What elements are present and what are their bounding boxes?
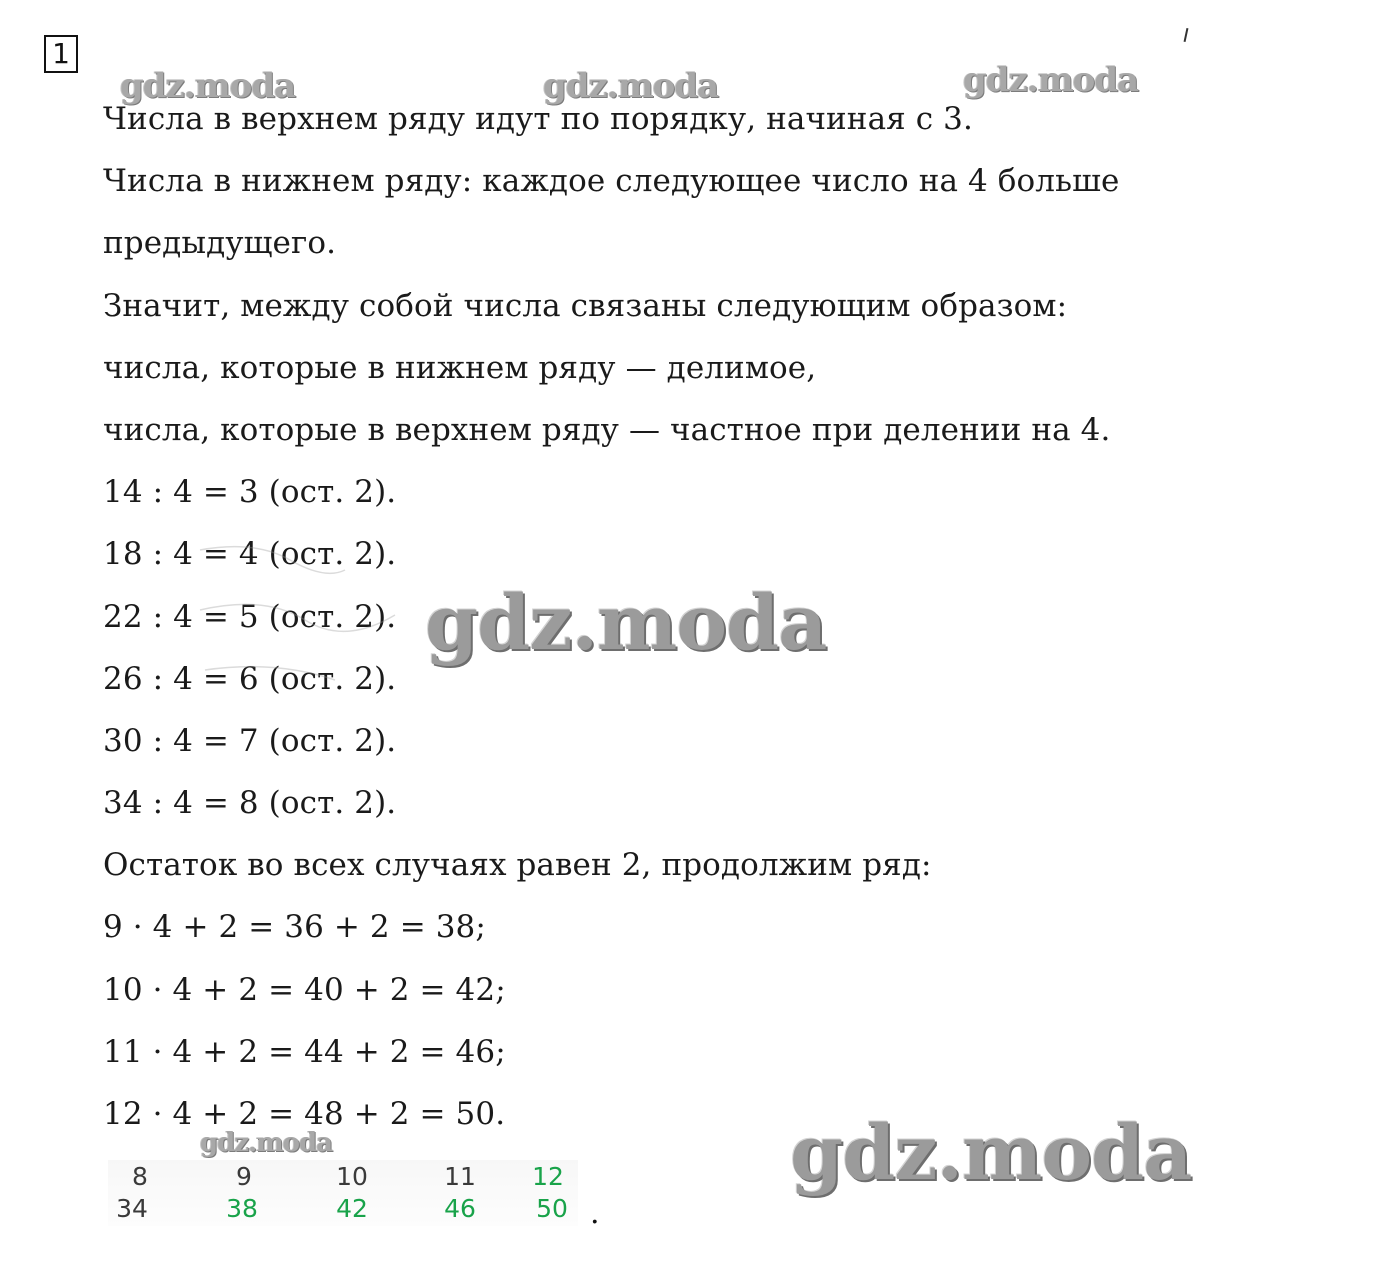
equation-line: 10 · 4 + 2 = 40 + 2 = 42;	[103, 971, 506, 1008]
watermark: gdz.moda	[425, 578, 827, 667]
equation-line: 9 · 4 + 2 = 36 + 2 = 38;	[103, 909, 486, 946]
trailing-period: .	[590, 1196, 600, 1231]
watermark: gdz.moda	[543, 66, 719, 106]
text-line: Числа в верхнем ряду идут по порядку, начиная с 3.	[103, 101, 973, 137]
text-line: числа, которые в верхнем ряду — частное при делении на 4.	[103, 411, 1111, 448]
table-cell: 38	[226, 1194, 258, 1223]
task-number-badge: 1	[44, 35, 78, 73]
table-cell: 46	[444, 1194, 476, 1223]
watermark: gdz.moda	[790, 1108, 1192, 1197]
equation-line: 18 : 4 = 4 (ост. 2).	[103, 536, 397, 573]
table-cell: 50	[536, 1194, 568, 1223]
table-cell: 34	[116, 1194, 148, 1223]
table-cell: 10	[336, 1162, 368, 1191]
table-cell: 9	[236, 1162, 252, 1191]
stray-mark	[1184, 28, 1189, 42]
watermark: gdz.moda	[200, 1128, 333, 1158]
text-line: Значит, между собой числа связаны следующим образом:	[103, 287, 1068, 324]
watermark: gdz.moda	[120, 66, 296, 106]
equation-line: 11 · 4 + 2 = 44 + 2 = 46;	[103, 1033, 506, 1070]
text-line: предыдущего.	[103, 225, 337, 262]
equation-line: 22 : 4 = 5 (ост. 2).	[103, 598, 397, 635]
table-cell: 8	[132, 1162, 148, 1191]
table-cell: 42	[336, 1194, 368, 1223]
equation-line: 12 · 4 + 2 = 48 + 2 = 50.	[103, 1096, 506, 1132]
number-series-table	[108, 1160, 578, 1226]
equation-line: 26 : 4 = 6 (ост. 2).	[103, 660, 397, 697]
watermark: gdz.moda	[963, 60, 1139, 100]
equation-line: 34 : 4 = 8 (ост. 2).	[103, 785, 397, 822]
text-line: Числа в нижнем ряду: каждое следующее число на 4 больше	[103, 163, 1120, 200]
table-cell: 12	[532, 1162, 564, 1191]
text-line: числа, которые в нижнем ряду — делимое,	[103, 349, 817, 386]
text-line: Остаток во всех случаях равен 2, продолжим ряд:	[103, 847, 932, 884]
equation-line: 14 : 4 = 3 (ост. 2).	[103, 474, 397, 511]
table-cell: 11	[444, 1162, 476, 1191]
equation-line: 30 : 4 = 7 (ост. 2).	[103, 722, 397, 759]
faint-scribble	[195, 540, 425, 690]
